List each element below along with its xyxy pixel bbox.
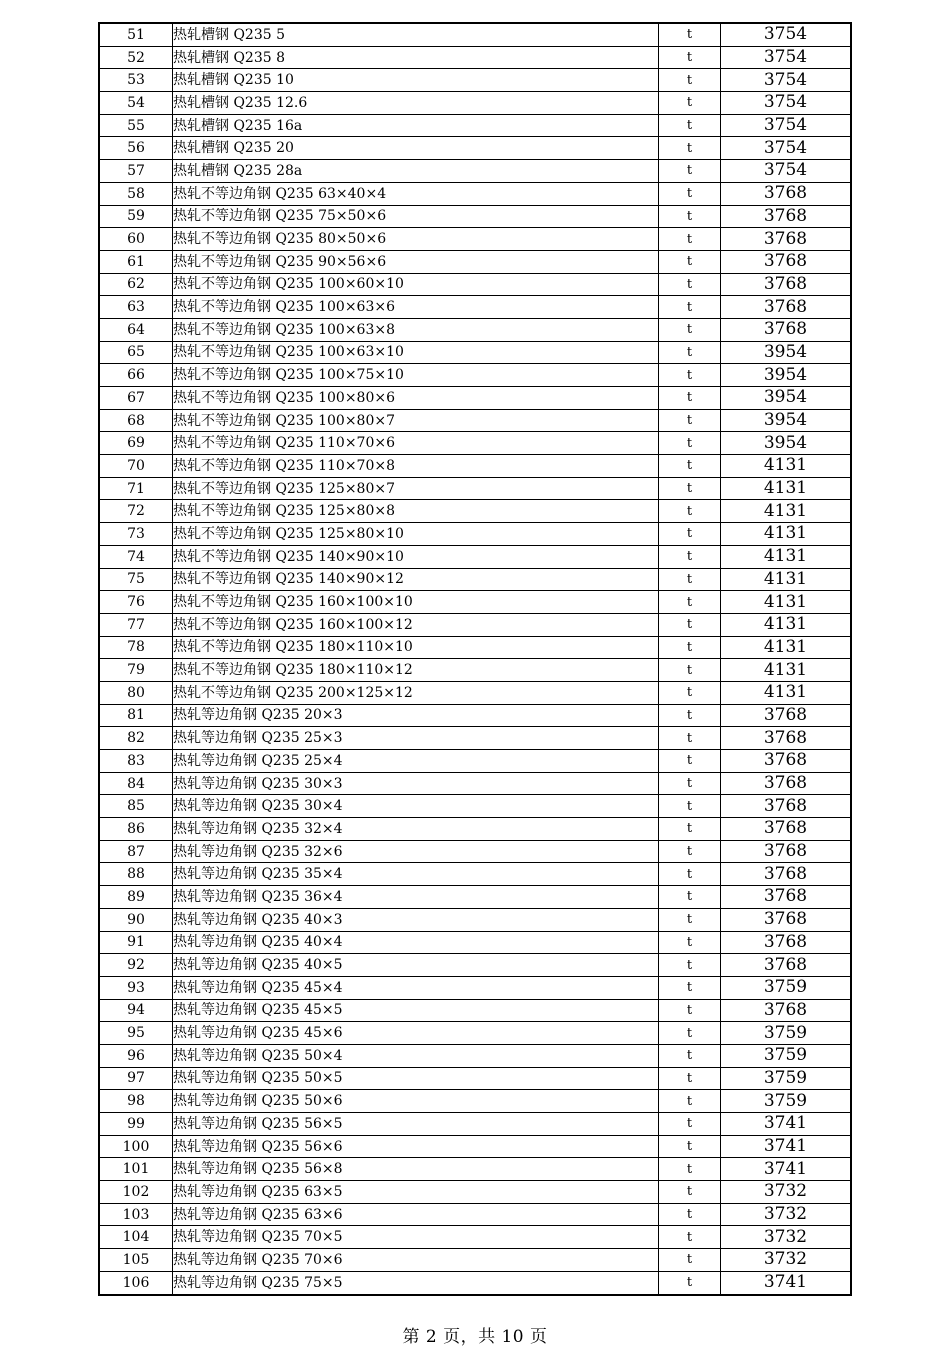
table-body (99, 23, 851, 1295)
item-unit: t (659, 364, 721, 387)
item-price: 3754 (721, 160, 852, 183)
table-row (99, 886, 851, 909)
table-row (99, 659, 851, 682)
item-name: 热轧不等边角钢 Q235 125×80×10 (173, 523, 659, 546)
table-row (99, 432, 851, 455)
item-name: 热轧等边角钢 Q235 63×6 (173, 1203, 659, 1226)
item-unit: t (659, 545, 721, 568)
item-unit: t (659, 137, 721, 160)
item-name: 热轧槽钢 Q235 12.6 (173, 92, 659, 115)
item-unit: t (659, 23, 721, 46)
table-row (99, 591, 851, 614)
item-price: 3768 (721, 228, 852, 251)
row-number: 99 (99, 1113, 173, 1136)
row-number: 94 (99, 999, 173, 1022)
item-unit: t (659, 523, 721, 546)
row-number: 101 (99, 1158, 173, 1181)
item-name: 热轧槽钢 Q235 8 (173, 46, 659, 69)
item-price: 3768 (721, 273, 852, 296)
item-unit: t (659, 818, 721, 841)
row-number: 57 (99, 160, 173, 183)
item-unit: t (659, 500, 721, 523)
item-name: 热轧不等边角钢 Q235 100×63×10 (173, 341, 659, 364)
item-price: 3732 (721, 1226, 852, 1249)
table-row (99, 727, 851, 750)
table-row (99, 704, 851, 727)
table-row (99, 387, 851, 410)
item-unit: t (659, 69, 721, 92)
table-row (99, 1022, 851, 1045)
item-unit: t (659, 954, 721, 977)
table-row (99, 69, 851, 92)
row-number: 86 (99, 818, 173, 841)
item-price: 3954 (721, 432, 852, 455)
item-name: 热轧槽钢 Q235 10 (173, 69, 659, 92)
table-row (99, 818, 851, 841)
table-row (99, 137, 851, 160)
item-price: 4131 (721, 545, 852, 568)
row-number: 100 (99, 1135, 173, 1158)
item-unit: t (659, 976, 721, 999)
table-row (99, 318, 851, 341)
row-number: 65 (99, 341, 173, 364)
row-number: 71 (99, 477, 173, 500)
page-footer: 第 2 页，共 10 页 (402, 1327, 548, 1347)
item-price: 3759 (721, 1022, 852, 1045)
table-row (99, 1249, 851, 1272)
row-number: 69 (99, 432, 173, 455)
table-row (99, 1271, 851, 1294)
item-unit: t (659, 1022, 721, 1045)
table-row (99, 1090, 851, 1113)
item-unit: t (659, 591, 721, 614)
item-unit: t (659, 931, 721, 954)
item-unit: t (659, 795, 721, 818)
item-name: 热轧等边角钢 Q235 40×5 (173, 954, 659, 977)
item-name: 热轧等边角钢 Q235 32×4 (173, 818, 659, 841)
item-price: 3768 (721, 954, 852, 977)
item-name: 热轧等边角钢 Q235 50×4 (173, 1044, 659, 1067)
table-row (99, 1113, 851, 1136)
table-row (99, 1067, 851, 1090)
item-price: 4131 (721, 477, 852, 500)
item-name: 热轧不等边角钢 Q235 100×63×8 (173, 318, 659, 341)
row-number: 85 (99, 795, 173, 818)
row-number: 97 (99, 1067, 173, 1090)
item-name: 热轧等边角钢 Q235 30×3 (173, 772, 659, 795)
row-number: 68 (99, 409, 173, 432)
table-row (99, 976, 851, 999)
item-name: 热轧不等边角钢 Q235 100×80×6 (173, 387, 659, 410)
row-number: 91 (99, 931, 173, 954)
item-price: 3768 (721, 795, 852, 818)
item-price: 4131 (721, 659, 852, 682)
table-row (99, 1203, 851, 1226)
row-number: 92 (99, 954, 173, 977)
row-number: 79 (99, 659, 173, 682)
item-price: 3754 (721, 46, 852, 69)
item-unit: t (659, 636, 721, 659)
row-number: 67 (99, 387, 173, 410)
item-name: 热轧不等边角钢 Q235 160×100×10 (173, 591, 659, 614)
item-name: 热轧槽钢 Q235 20 (173, 137, 659, 160)
table-row (99, 750, 851, 773)
row-number: 102 (99, 1181, 173, 1204)
table-row (99, 46, 851, 69)
item-price: 4131 (721, 636, 852, 659)
item-unit: t (659, 46, 721, 69)
row-number: 74 (99, 545, 173, 568)
row-number: 103 (99, 1203, 173, 1226)
item-price: 3754 (721, 92, 852, 115)
row-number: 105 (99, 1249, 173, 1272)
table-row (99, 500, 851, 523)
item-unit: t (659, 92, 721, 115)
item-unit: t (659, 681, 721, 704)
item-unit: t (659, 908, 721, 931)
table-row (99, 477, 851, 500)
item-name: 热轧不等边角钢 Q235 160×100×12 (173, 613, 659, 636)
item-unit: t (659, 114, 721, 137)
item-price: 3768 (721, 818, 852, 841)
item-price: 3954 (721, 387, 852, 410)
item-unit: t (659, 1067, 721, 1090)
item-unit: t (659, 409, 721, 432)
table-row (99, 931, 851, 954)
table-row (99, 613, 851, 636)
item-unit: t (659, 387, 721, 410)
item-name: 热轧等边角钢 Q235 56×6 (173, 1135, 659, 1158)
item-name: 热轧等边角钢 Q235 56×8 (173, 1158, 659, 1181)
item-name: 热轧不等边角钢 Q235 140×90×12 (173, 568, 659, 591)
item-unit: t (659, 659, 721, 682)
table-row (99, 114, 851, 137)
item-unit: t (659, 477, 721, 500)
row-number: 90 (99, 908, 173, 931)
row-number: 66 (99, 364, 173, 387)
item-price: 4131 (721, 681, 852, 704)
item-price: 3768 (721, 727, 852, 750)
item-name: 热轧等边角钢 Q235 35×4 (173, 863, 659, 886)
table-row (99, 954, 851, 977)
table-row (99, 840, 851, 863)
item-price: 3768 (721, 772, 852, 795)
item-price: 3741 (721, 1158, 852, 1181)
row-number: 87 (99, 840, 173, 863)
item-name: 热轧不等边角钢 Q235 100×63×6 (173, 296, 659, 319)
item-name: 热轧等边角钢 Q235 36×4 (173, 886, 659, 909)
table-row (99, 455, 851, 478)
row-number: 96 (99, 1044, 173, 1067)
table-row (99, 250, 851, 273)
item-price: 3954 (721, 409, 852, 432)
item-name: 热轧等边角钢 Q235 50×5 (173, 1067, 659, 1090)
item-price: 3768 (721, 318, 852, 341)
table-row (99, 636, 851, 659)
item-price: 3768 (721, 205, 852, 228)
item-name: 热轧不等边角钢 Q235 80×50×6 (173, 228, 659, 251)
row-number: 98 (99, 1090, 173, 1113)
item-name: 热轧不等边角钢 Q235 75×50×6 (173, 205, 659, 228)
item-price: 3754 (721, 69, 852, 92)
table-row (99, 1226, 851, 1249)
item-name: 热轧等边角钢 Q235 40×4 (173, 931, 659, 954)
table-row (99, 1135, 851, 1158)
item-price: 3741 (721, 1113, 852, 1136)
item-name: 热轧不等边角钢 Q235 125×80×8 (173, 500, 659, 523)
item-price: 3754 (721, 137, 852, 160)
item-unit: t (659, 1090, 721, 1113)
item-name: 热轧等边角钢 Q235 45×6 (173, 1022, 659, 1045)
item-price: 3741 (721, 1135, 852, 1158)
item-name: 热轧不等边角钢 Q235 100×75×10 (173, 364, 659, 387)
row-number: 60 (99, 228, 173, 251)
row-number: 76 (99, 591, 173, 614)
item-price: 3768 (721, 931, 852, 954)
table-row (99, 296, 851, 319)
item-price: 3741 (721, 1271, 852, 1294)
row-number: 63 (99, 296, 173, 319)
item-price: 3954 (721, 341, 852, 364)
item-price: 3732 (721, 1181, 852, 1204)
item-price: 3759 (721, 1090, 852, 1113)
item-price: 4131 (721, 568, 852, 591)
table-row (99, 999, 851, 1022)
item-unit: t (659, 228, 721, 251)
item-price: 3754 (721, 23, 852, 46)
item-name: 热轧不等边角钢 Q235 180×110×10 (173, 636, 659, 659)
table-row (99, 863, 851, 886)
item-price: 4131 (721, 455, 852, 478)
item-unit: t (659, 160, 721, 183)
table-row (99, 523, 851, 546)
item-name: 热轧等边角钢 Q235 50×6 (173, 1090, 659, 1113)
table-row (99, 205, 851, 228)
row-number: 72 (99, 500, 173, 523)
item-unit: t (659, 1249, 721, 1272)
item-price: 4131 (721, 613, 852, 636)
row-number: 75 (99, 568, 173, 591)
row-number: 58 (99, 182, 173, 205)
item-name: 热轧等边角钢 Q235 40×3 (173, 908, 659, 931)
item-price: 3768 (721, 296, 852, 319)
table-row (99, 772, 851, 795)
item-unit: t (659, 455, 721, 478)
item-unit: t (659, 886, 721, 909)
item-unit: t (659, 772, 721, 795)
item-name: 热轧不等边角钢 Q235 140×90×10 (173, 545, 659, 568)
table-row (99, 341, 851, 364)
row-number: 93 (99, 976, 173, 999)
item-unit: t (659, 1203, 721, 1226)
item-name: 热轧等边角钢 Q235 20×3 (173, 704, 659, 727)
item-name: 热轧槽钢 Q235 28a (173, 160, 659, 183)
item-unit: t (659, 296, 721, 319)
item-unit: t (659, 863, 721, 886)
item-name: 热轧等边角钢 Q235 30×4 (173, 795, 659, 818)
item-name: 热轧不等边角钢 Q235 110×70×8 (173, 455, 659, 478)
row-number: 88 (99, 863, 173, 886)
table-row (99, 568, 851, 591)
row-number: 61 (99, 250, 173, 273)
item-price: 3768 (721, 704, 852, 727)
item-unit: t (659, 704, 721, 727)
row-number: 73 (99, 523, 173, 546)
item-unit: t (659, 318, 721, 341)
table-row (99, 160, 851, 183)
item-unit: t (659, 840, 721, 863)
item-name: 热轧等边角钢 Q235 75×5 (173, 1271, 659, 1294)
table-row (99, 409, 851, 432)
item-name: 热轧等边角钢 Q235 25×4 (173, 750, 659, 773)
table-row (99, 273, 851, 296)
item-price: 3768 (721, 908, 852, 931)
item-price: 3759 (721, 1044, 852, 1067)
table-row (99, 92, 851, 115)
table-row (99, 182, 851, 205)
table-row (99, 1044, 851, 1067)
item-price: 3732 (721, 1249, 852, 1272)
item-unit: t (659, 250, 721, 273)
item-name: 热轧等边角钢 Q235 25×3 (173, 727, 659, 750)
row-number: 56 (99, 137, 173, 160)
item-price: 3754 (721, 114, 852, 137)
item-unit: t (659, 341, 721, 364)
item-unit: t (659, 1158, 721, 1181)
item-unit: t (659, 1113, 721, 1136)
row-number: 80 (99, 681, 173, 704)
row-number: 55 (99, 114, 173, 137)
item-price: 3768 (721, 250, 852, 273)
item-price: 4131 (721, 523, 852, 546)
row-number: 78 (99, 636, 173, 659)
row-number: 64 (99, 318, 173, 341)
item-unit: t (659, 1181, 721, 1204)
row-number: 51 (99, 23, 173, 46)
table-row (99, 23, 851, 46)
item-price: 3732 (721, 1203, 852, 1226)
item-name: 热轧等边角钢 Q235 32×6 (173, 840, 659, 863)
row-number: 104 (99, 1226, 173, 1249)
item-name: 热轧槽钢 Q235 16a (173, 114, 659, 137)
item-price: 3768 (721, 863, 852, 886)
item-name: 热轧不等边角钢 Q235 200×125×12 (173, 681, 659, 704)
item-name: 热轧不等边角钢 Q235 100×80×7 (173, 409, 659, 432)
item-price: 3768 (721, 182, 852, 205)
row-number: 77 (99, 613, 173, 636)
row-number: 106 (99, 1271, 173, 1294)
item-price: 3768 (721, 840, 852, 863)
item-name: 热轧不等边角钢 Q235 90×56×6 (173, 250, 659, 273)
item-name: 热轧等边角钢 Q235 63×5 (173, 1181, 659, 1204)
row-number: 84 (99, 772, 173, 795)
table-row (99, 795, 851, 818)
item-name: 热轧等边角钢 Q235 45×4 (173, 976, 659, 999)
item-unit: t (659, 999, 721, 1022)
row-number: 54 (99, 92, 173, 115)
table-row (99, 1181, 851, 1204)
row-number: 95 (99, 1022, 173, 1045)
item-unit: t (659, 1044, 721, 1067)
table-row (99, 228, 851, 251)
table-row (99, 545, 851, 568)
item-name: 热轧不等边角钢 Q235 100×60×10 (173, 273, 659, 296)
item-unit: t (659, 1271, 721, 1294)
row-number: 82 (99, 727, 173, 750)
row-number: 70 (99, 455, 173, 478)
row-number: 83 (99, 750, 173, 773)
item-unit: t (659, 1226, 721, 1249)
item-unit: t (659, 750, 721, 773)
table-row (99, 364, 851, 387)
item-price: 4131 (721, 591, 852, 614)
item-name: 热轧不等边角钢 Q235 125×80×7 (173, 477, 659, 500)
item-price: 3768 (721, 999, 852, 1022)
item-unit: t (659, 182, 721, 205)
item-unit: t (659, 1135, 721, 1158)
item-unit: t (659, 273, 721, 296)
item-unit: t (659, 205, 721, 228)
item-unit: t (659, 727, 721, 750)
row-number: 52 (99, 46, 173, 69)
item-price: 3759 (721, 976, 852, 999)
item-unit: t (659, 432, 721, 455)
item-unit: t (659, 613, 721, 636)
item-name: 热轧槽钢 Q235 5 (173, 23, 659, 46)
item-price: 3768 (721, 886, 852, 909)
item-unit: t (659, 568, 721, 591)
table-row (99, 908, 851, 931)
item-name: 热轧不等边角钢 Q235 180×110×12 (173, 659, 659, 682)
row-number: 62 (99, 273, 173, 296)
item-name: 热轧等边角钢 Q235 70×5 (173, 1226, 659, 1249)
item-name: 热轧等边角钢 Q235 45×5 (173, 999, 659, 1022)
item-price: 3759 (721, 1067, 852, 1090)
row-number: 81 (99, 704, 173, 727)
item-name: 热轧等边角钢 Q235 56×5 (173, 1113, 659, 1136)
item-name: 热轧不等边角钢 Q235 63×40×4 (173, 182, 659, 205)
price-table (98, 22, 852, 1296)
item-price: 3954 (721, 364, 852, 387)
item-price: 3768 (721, 750, 852, 773)
item-price: 4131 (721, 500, 852, 523)
item-name: 热轧等边角钢 Q235 70×6 (173, 1249, 659, 1272)
item-name: 热轧不等边角钢 Q235 110×70×6 (173, 432, 659, 455)
table-row (99, 681, 851, 704)
row-number: 53 (99, 69, 173, 92)
row-number: 59 (99, 205, 173, 228)
table-row (99, 1158, 851, 1181)
row-number: 89 (99, 886, 173, 909)
